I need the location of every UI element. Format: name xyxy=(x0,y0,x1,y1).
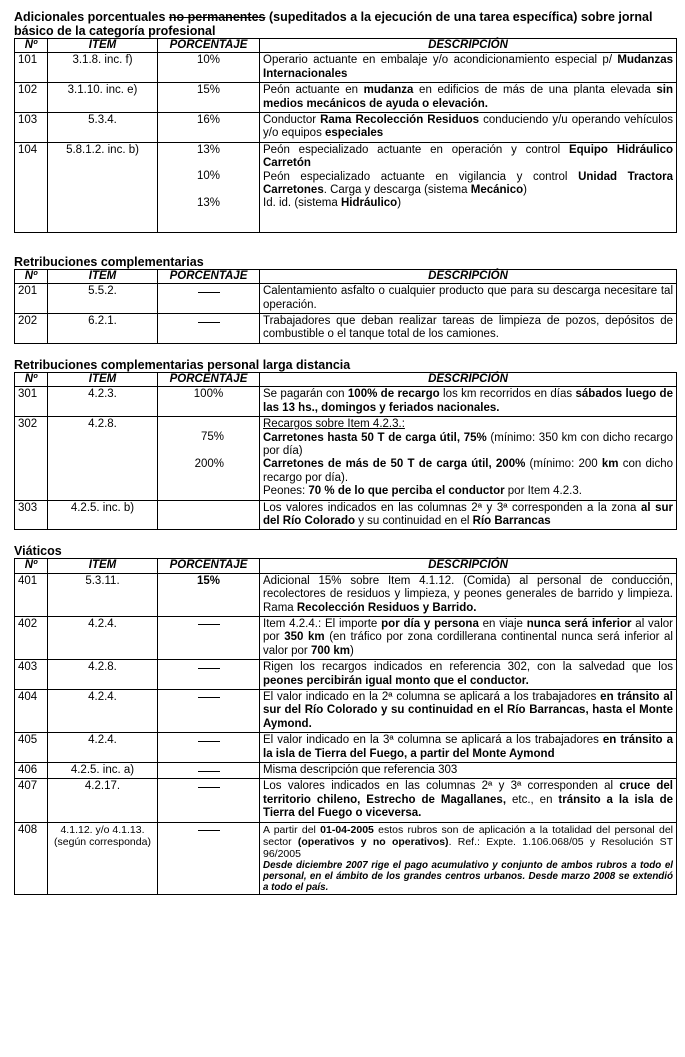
row-desc: Adicional 15% sobre Item 4.1.12. (Comida) al personal de conducción, recolectores de residuos y limpieza, y peones generales de barrido y limpieza. Rama Recolección Residuos y Barrido. xyxy=(260,573,677,616)
table-row xyxy=(15,733,677,763)
header-item: ITEM xyxy=(48,559,158,573)
row-desc: Se pagarán con 100% de recargo los km recorridos en días sábados luego de las 13 hs., domingos y feriados nacionales. xyxy=(260,387,677,417)
desc-part: ) xyxy=(523,184,527,197)
row-item: 4.2.4. xyxy=(48,733,158,763)
row-pct: 100% xyxy=(158,387,260,417)
row-num: 407 xyxy=(15,779,48,822)
table-row xyxy=(15,387,677,417)
row-pct: 75% 200% xyxy=(158,417,260,500)
header-descripcion: DESCRIPCIÓN xyxy=(260,39,677,53)
row-desc: Los valores indicados en las columnas 2ª y 3ª corresponden a la zona al sur del Río Colorado y su continuidad en el Río Barrancas xyxy=(260,500,677,530)
table-larga-distancia xyxy=(14,372,677,530)
row-pct-dash xyxy=(158,616,260,659)
table-header-row xyxy=(15,269,677,283)
row-pct-dash xyxy=(158,690,260,733)
row-num: 402 xyxy=(15,616,48,659)
row-desc: El valor indicado en la 2ª columna se aplicará a los trabajadores en tránsito al sur del Río Colorado y su continuidad en el Río Barrancas, hasta el Monte Aymond. xyxy=(260,690,677,733)
row-pct: 13% 10% 13% xyxy=(158,142,260,232)
header-descripcion: DESCRIPCIÓN xyxy=(260,559,677,573)
header-item: ITEM xyxy=(48,39,158,53)
header-descripcion: DESCRIPCIÓN xyxy=(260,372,677,386)
row-num: 406 xyxy=(15,763,48,779)
section-title-adicionales: Adicionales porcentuales no permanentes (supeditados a la ejecución de una tarea específica) sobre jornal básico de la categoría profesional xyxy=(14,10,653,38)
table-row xyxy=(15,53,677,83)
header-porcentaje: PORCENTAJE xyxy=(158,39,260,53)
row-desc: Calentamiento asfalto o cualquier producto que para su descarga necesitare tal operación. xyxy=(260,284,677,314)
row-desc: Operario actuante en embalaje y/o acondicionamiento especial p/ Mudanzas Internacionales xyxy=(260,53,677,83)
header-item: ITEM xyxy=(48,269,158,283)
header-num: Nº xyxy=(15,372,48,386)
row-item: 4.2.5. inc. b) xyxy=(48,500,158,530)
row-num: 301 xyxy=(15,387,48,417)
desc-part: . Carga y descarga (sistema xyxy=(323,184,471,197)
desc-line xyxy=(263,197,673,210)
table-viaticos xyxy=(14,558,677,895)
header-porcentaje: PORCENTAJE xyxy=(158,559,260,573)
section-title-larga-distancia: Retribuciones complementarias personal larga distancia xyxy=(14,357,351,372)
row-desc: Item 4.2.4.: El importe por día y persona en viaje nunca será inferior al valor por 350 km (en tráfico por zona cordillerana continental nunca será inferior al valor por 700 km) xyxy=(260,616,677,659)
row-item: 5.5.2. xyxy=(48,284,158,314)
row-item: 4.1.12. y/o 4.1.13. (según corresponda) xyxy=(48,822,158,895)
row-num: 201 xyxy=(15,284,48,314)
table-row xyxy=(15,83,677,113)
desc-part-bold: Hidráulico xyxy=(340,197,398,210)
header-porcentaje: PORCENTAJE xyxy=(158,372,260,386)
row-pct: 10% xyxy=(158,53,260,83)
desc-part-bold: Unidad Tractora Carretones xyxy=(263,170,673,197)
row-desc: Conductor Rama Recolección Residuos conduciendo y/u operando vehículos y/o equipos especiales xyxy=(260,113,677,143)
table-retribuciones xyxy=(14,269,677,344)
header-num: Nº xyxy=(15,269,48,283)
table-row xyxy=(15,779,677,822)
table-row xyxy=(15,417,677,500)
header-num: Nº xyxy=(15,39,48,53)
table-row xyxy=(15,822,677,895)
row-desc: Los valores indicados en las columnas 2ª y 3ª corresponden al cruce del territorio chileno, Estrecho de Magallanes, etc., en tránsito a la isla de Tierra del Fuego o viceversa. xyxy=(260,779,677,822)
header-item: ITEM xyxy=(48,372,158,386)
row-item: 4.2.3. xyxy=(48,387,158,417)
table-row xyxy=(15,500,677,530)
row-pct: 15% xyxy=(158,83,260,113)
row-item: 4.2.17. xyxy=(48,779,158,822)
row-pct-dash xyxy=(158,733,260,763)
row-item: 5.3.4. xyxy=(48,113,158,143)
desc-part: ) xyxy=(397,197,402,210)
table-row xyxy=(15,314,677,344)
header-descripcion: DESCRIPCIÓN xyxy=(260,269,677,283)
row-pct-dash xyxy=(158,779,260,822)
row-pct-empty xyxy=(158,500,260,530)
document-page xyxy=(14,10,676,895)
row-num: 202 xyxy=(15,314,48,344)
section-title-viaticos: Viáticos xyxy=(14,544,62,559)
row-num: 401 xyxy=(15,573,48,616)
row-item: 4.2.4. xyxy=(48,690,158,733)
table-adicionales xyxy=(14,38,677,233)
row-item: 6.2.1. xyxy=(48,314,158,344)
row-desc: El valor indicado en la 3ª columna se aplicará a los trabajadores en tránsito a la isla de Tierra del Fuego, a partir del Monte Aymond xyxy=(260,733,677,763)
row-item: 3.1.10. inc. e) xyxy=(48,83,158,113)
table-row xyxy=(15,284,677,314)
row-pct: 15% xyxy=(158,573,260,616)
row-desc: Trabajadores que deban realizar tareas de limpieza de pozos, depósitos de combustible o el tanque total de los camiones. xyxy=(260,314,677,344)
row-item: 4.2.5. inc. a) xyxy=(48,763,158,779)
row-desc: Recargos sobre Item 4.2.3.: Carretones hasta 50 T de carga útil, 75% (mínimo: 350 km con dicho recargo por día) Carretones de más de 50 T de carga útil, 200% (mínimo: 200 km con dicho recargo por día). Peones: 70 % de lo que perciba el conductor por Item 4.2.3. xyxy=(260,417,677,500)
row-num: 408 xyxy=(15,822,48,895)
row-num: 302 xyxy=(15,417,48,500)
table-row xyxy=(15,142,677,232)
row-item: 3.1.8. inc. f) xyxy=(48,53,158,83)
row-num: 405 xyxy=(15,733,48,763)
table-row xyxy=(15,113,677,143)
desc-part: Peón especializado actuante en vigilancia y control xyxy=(263,170,579,183)
row-num: 403 xyxy=(15,660,48,690)
row-pct: 16% xyxy=(158,113,260,143)
row-num: 404 xyxy=(15,690,48,733)
row-item: 5.3.11. xyxy=(48,573,158,616)
row-pct-dash xyxy=(158,284,260,314)
desc-part: Id. id. (sistema xyxy=(263,197,341,210)
row-num: 102 xyxy=(15,83,48,113)
row-pct-dash xyxy=(158,822,260,895)
table-header-row xyxy=(15,39,677,53)
table-row xyxy=(15,573,677,616)
row-item: 4.2.4. xyxy=(48,616,158,659)
row-pct-dash xyxy=(158,314,260,344)
desc-part-bold: Mecánico xyxy=(470,184,524,197)
row-pct-dash xyxy=(158,660,260,690)
row-desc: A partir del 01-04-2005 estos rubros son de aplicación a la totalidad del personal del sector (operativos y no operativos). Ref.: Expte. 1.106.068/05 y Resolución ST 96/2005 Desde diciembre 2007 rige el pago acumulativo y conjunto de ambos rubros a todo el personal, en el ámbito de los grandes centros urbanos. Desde marzo 2008 se extendió a todo el país. xyxy=(260,822,677,895)
row-desc: Peón especializado actuante en operación y control Equipo Hidráulico Carretón Peón especializado actuante en vigilancia y control Unidad Tractora Carretones. Carga y descarga (sistema Mecánico) Id. id. (sistema Hidráulico) xyxy=(260,142,677,232)
table-header-row xyxy=(15,559,677,573)
row-item: 4.2.8. xyxy=(48,660,158,690)
header-num: Nº xyxy=(15,559,48,573)
row-desc: Rigen los recargos indicados en referencia 302, con la salvedad que los peones percibirán igual monto que el conductor. xyxy=(260,660,677,690)
table-row xyxy=(15,616,677,659)
row-item: 4.2.8. xyxy=(48,417,158,500)
row-item: 5.8.1.2. inc. b) xyxy=(48,142,158,232)
row-pct-dash xyxy=(158,763,260,779)
section-title-retribuciones: Retribuciones complementarias xyxy=(14,254,204,269)
header-porcentaje: PORCENTAJE xyxy=(158,269,260,283)
table-header-row xyxy=(15,372,677,386)
table-row xyxy=(15,763,677,779)
table-row xyxy=(15,690,677,733)
row-num: 101 xyxy=(15,53,48,83)
row-desc: Misma descripción que referencia 303 xyxy=(260,763,677,779)
table-row xyxy=(15,660,677,690)
row-num: 303 xyxy=(15,500,48,530)
row-num: 104 xyxy=(15,142,48,232)
row-num: 103 xyxy=(15,113,48,143)
row-desc: Peón actuante en mudanza en edificios de más de una planta elevada sin medios mecánicos de ayuda o elevación. xyxy=(260,83,677,113)
